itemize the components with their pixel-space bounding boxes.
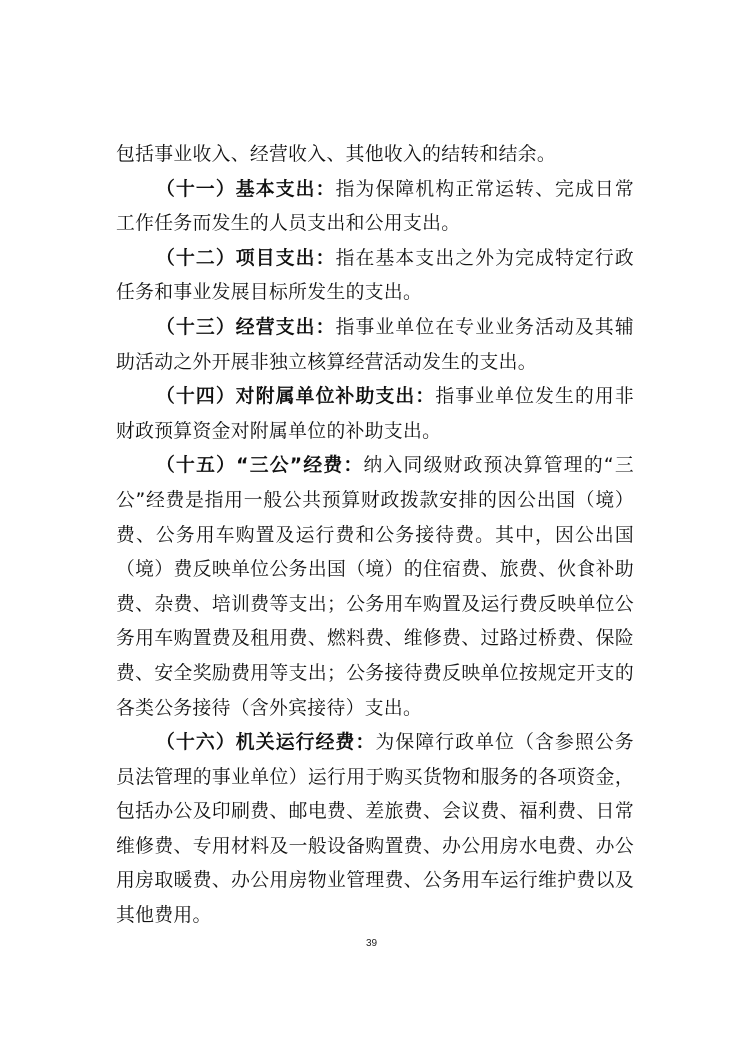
paragraph-text: 指在基本支出之外为完成特定行政任务和事业发展目标所发生的支出。 <box>116 247 635 304</box>
document-body <box>116 138 634 934</box>
paragraph-text: 指事业单位发生的用非财政预算资金对附属单位的补助支出。 <box>116 386 634 442</box>
page-number: 39 <box>365 938 378 949</box>
paragraph-text: 包括事业收入、经营收入、其他收入的结转和结余。 <box>116 144 557 165</box>
paragraph-text: 纳入同级财政预决算管理的“三公”经费是指用一般公共预算财政拨款安排的因公出国（境）费、公务用车购置及运行费和公务接待费。其中，因公出国（境）费反映单位公务出国（境）的住宿费、旅费、伙食补助费、杂费、培训费等支出；公务用车购置及运行费反映单位公务用车购置费及租用费、燃料费、维修费、过路过桥费、保险费、安全奖励费用等支出；公务接待费反映单位按规定开支的各类公务接待（含外宾接待）支出。 <box>116 455 634 719</box>
term-label: （十一）基本支出： <box>156 178 336 200</box>
paragraph-text: 为保障行政单位（含参照公务员法管理的事业单位）运行用于购买货物和服务的各项资金，包括办公及印刷费、邮电费、差旅费、会议费、福利费、日常维修费、专用材料及一般设备购置费、办公用房水电费、办公用房取暖费、办公用房物业管理费、公务用车运行维护费以及其他费用。 <box>116 732 634 927</box>
term-label: （十二）项目支出： <box>156 247 336 269</box>
paragraph-continuation <box>116 138 634 173</box>
paragraph-three-public-expenses <box>116 449 634 726</box>
paragraph-subsidiary-subsidy <box>116 380 634 449</box>
term-label: （十六）机关运行经费： <box>156 732 376 754</box>
paragraph-basic-expenditure <box>116 173 634 242</box>
term-label: （十五）“三公”经费： <box>156 455 364 477</box>
paragraph-text: 指事业单位在专业业务活动及其辅助活动之外开展非独立核算经营活动发生的支出。 <box>116 316 635 373</box>
term-label: （十三）经营支出： <box>156 316 336 338</box>
paragraph-agency-operating-expenses <box>116 726 634 934</box>
paragraph-operating-expenditure <box>116 311 634 380</box>
term-label: （十四）对附属单位补助支出： <box>156 386 436 408</box>
paragraph-project-expenditure <box>116 242 634 311</box>
paragraph-text: 指为保障机构正常运转、完成日常工作任务而发生的人员支出和公用支出。 <box>116 178 635 235</box>
